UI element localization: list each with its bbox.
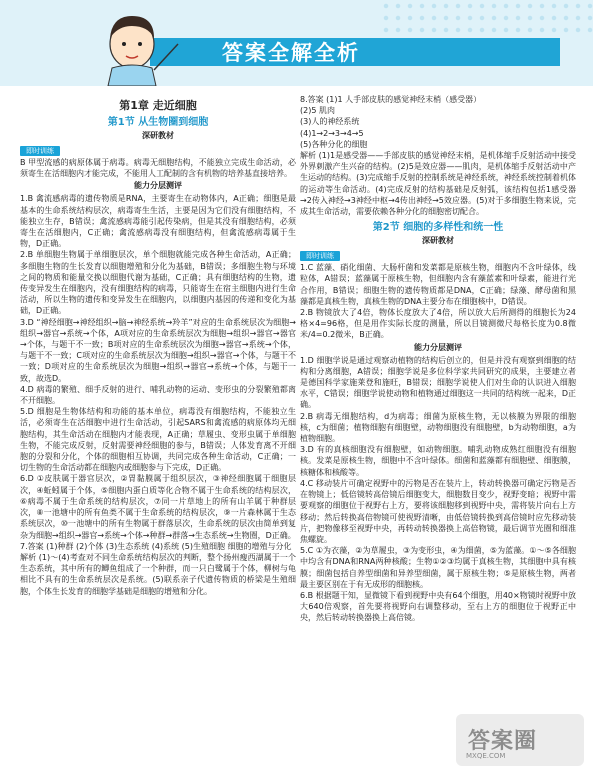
answer-paragraph: B 甲型流感的病原体属于病毒。病毒无细胞结构，不能独立完成生命活动，必须寄生在活细胞内才能完成，不能用人工配制的含有机物的培养基直接培养。 [20, 158, 296, 179]
watermark-url: MXQE.COM [466, 752, 506, 760]
section-title: 第1节 从生物圈到细胞 [107, 117, 209, 128]
answer-paragraph: 6.B 根据题干知，显微镜下看到视野中央有64个细胞，用40×物镜时视野中放大640倍观察，首先要将视野向右调整移动，至右上方的细胞位于视野正中央，然后转动转换器换上高倍镜。 [300, 590, 576, 623]
teacher-mascot-icon [82, 4, 182, 86]
practice-tag: 即时训练 [300, 251, 340, 261]
page-title: 答案全解全析 [222, 41, 360, 65]
section-heading: 能力分层测评 [414, 342, 462, 352]
section-title: 第2节 细胞的多样性和统一性 [372, 222, 504, 234]
answer-paragraph: 7.答案 (1)种群 (2)个体 (3)生态系统 (4)系统 (5)生殖细胞 细胞的增殖与分化 [20, 541, 292, 551]
practice-tag: 即时训练 [20, 146, 60, 156]
answer-paragraph: (2)5 肌肉 [300, 106, 335, 116]
answer-paragraph: 1.D 细胞学说是通过观察动植物的结构后创立的，但是并没有观察到细胞的结构和分离细胞，A错误；细胞学说是多位科学家共同研究的成果，主要建立者是德国科学家施莱登和施旺，B错误；细胞学说使人们对生命的认识进入细胞水平，C错误；细胞学说使动物和植物通过细胞这一共同的结构统一起来，D正确。 [300, 355, 576, 410]
answer-paragraph: 1.B 禽流感病毒的遗传物质是RNA，主要寄生在动物体内，A正确；细胞是最基本的生命系统结构层次，病毒寄生生活，主要是因为它们没有细胞结构，不能独立生存，B错误；禽流感病毒能引起传染病，但是其没有细胞结构，必须寄生在活细胞内，C正确；禽流感病毒没有细胞结构，但禽流感病毒属于生物，D正确。 [20, 194, 296, 249]
answer-paragraph: 6.D ①皮肤属于器官层次，②胃黏膜属于组织层次，③神经细胞属于细胞层次，④蚯蚓属于个体，⑤细胞内蛋白质等化合物不属于生命系统的结构层次，⑥病毒不属于生命系统的结构层次，⑦同一片草地上的所有山羊属于种群层次，⑧一池塘中的所有鱼类不属于生命系统的结构层次，⑨一片森林属于生态系统层次，⑩一池塘中的所有生物属于群落层次，生命系统的层次由简单到复杂为细胞→组织→器官→系统→个体→种群→群落→生态系统→生物圈，D正确。 [20, 474, 296, 540]
watermark-text: 答案圈 [468, 729, 538, 754]
explanation-paragraph: 解析 (1)～(4)考查对不同生命系统结构层次的判断，整个扬州瘦西湖属于一个生态系统，其中所有的鲫鱼组成了一个种群，而一只白鹭属于个体，柳树与龟相比不具有的生命系统层次是系统。(5)联系亲子代遗传物质的桥梁是生殖细胞，个体生长发育的细胞学基础是细胞的增殖和分化。 [20, 552, 296, 596]
answer-paragraph: (4)1→2→3→4→5 [300, 128, 364, 138]
section-subtitle: 深研教材 [422, 236, 454, 246]
right-column [300, 94, 576, 766]
answer-paragraph: 5.C ①为衣藻，②为草履虫，③为变形虫，④为细菌，⑤为蓝藻。①～⑤各细胞中均含有DNA和RNA两种核酸；生物①②③均属于真核生物，其细胞中具有核膜；细菌包括自养型细菌和异养型细菌，属于原核生物；⑤是原核生物，两者最主要区别在于有无成形的细胞核。 [300, 546, 576, 589]
answer-paragraph: 1.C 蓝藻、硝化细菌、大肠杆菌和发菜都是原核生物，细胞内不含叶绿体，线粒体，A错误；蓝藻属于原核生物，但细胞内含有藻蓝素和叶绿素，能进行光合作用，B错误；细胞生物的遗传物质都是DNA，C正确；绿藻、酵母菌和黑藻都是真核生物，真核生物的DNA主要分布在细胞核中，D错误。 [300, 263, 576, 306]
chapter-title: 第1章 走近细胞 [119, 99, 197, 112]
left-column [20, 94, 296, 766]
explanation-paragraph: 解析 (1)1是感受器——手部皮肤的感觉神经末梢，是机体缩手反射活动中接受外界刺激产生兴奋的结构。(2)5是效应器——肌肉，是机体缩手反射活动中产生运动的结构。(3)完成缩手反射的控制系统是神经系统，神经系统控制着机体的运动等生命活动。(4)完成反射的结构基础是反射弧，该结构包括1感受器→2传入神经→3神经中枢→4传出神经→5效应器。(5)对于多细胞生物来说，完成其生命活动，需要依赖各种分化的细胞密切配合。 [300, 151, 576, 217]
answer-paragraph: 4.D 病毒的繁殖、细手反射的进行、哺乳动物的运动、变形虫的分裂繁殖都离不开细胞。 [20, 384, 296, 406]
section-subtitle: 深研教材 [142, 131, 174, 140]
answer-paragraph: (3)人的神经系统 [300, 117, 360, 127]
answer-paragraph: 4.C 移动装片可确定视野中的污物是否在装片上，转动转换器可确定污物是否在物镜上；低倍镜转高倍镜后细胞变大，细胞数目变少，视野变暗；视野中需要观察的细胞位于视野右上方，要将该细胞移到视野中央，需将装片向右上方移动；然后转换高倍物镜可使视野清晰，由低倍镜转换到高倍镜时应先移动装片，把物像移至视野中央，再转动转换器换上高倍物镜，最后调节光圈和细准焦螺旋。 [300, 478, 576, 544]
answer-paragraph: 5.D 细胞是生物体结构和功能的基本单位，病毒没有细胞结构，不能独立生活，必须寄生在活细胞中进行生命活动，引起SARS和禽流感的病原体均无细胞结构，其生命活动在细胞内才能表现，A正确；草履虫、变形虫属于单细胞生物，不能完成反射，反射需要神经细胞的参与，B错误；人体发育离不开细胞的分裂和分化，个体的细胞相互协调，共同完成各种生命活动，C正确；一切生物的生命活动都在细胞内或细胞参与下完成，D正确。 [20, 407, 296, 473]
section-heading: 能力分层测评 [134, 181, 182, 191]
answer-paragraph: 2.B 病毒无细胞结构，d为病毒；细菌为原核生物，无以核膜为界限的细胞核，c为细菌；植物细胞有细胞壁，动物细胞没有细胞壁，b为动物细胞，a为植物细胞。 [300, 411, 576, 444]
answer-paragraph: 3.D “神经细胞→神经组织→脑→神经系统→羚羊”对应的生命系统层次为细胞→组织→器官→系统→个体，A项对应的生命系统层次为细胞→组织→器官→器官→个体，与题干不一致；B项对应的生命系统层次为细胞→器官→系统→个体，与题干不一致；C项对应的生命系统层次为细胞→组织→器官→个体，与题干不一致；D项对应的生命系统层次为细胞→组织→器官→系统→个体，与题干一致，故选D。 [20, 317, 296, 383]
banner-dot-pattern [380, 0, 593, 38]
answer-paragraph: 2.B 物镜放大了4倍，物体长度放大了4倍，所以放大后所测得的细胞长为24格×4=96格，但是用作实际长度的测量，所以目镜测微尺每格长度为0.8微米/4=0.2微米，B正确。 [300, 308, 576, 340]
answer-paragraph: 3.D 有的真核细胞没有细胞壁，如动物细胞。哺乳动物成熟红细胞没有细胞核。发菜是原核生物，细胞中不含叶绿体。细菌和蓝藻都有细胞壁、细胞膜，核糖体和核酸等。 [300, 445, 576, 477]
answer-paragraph: 8.答案 (1)1 人手部皮肤的感觉神经末梢（感受器） [300, 95, 482, 104]
answer-paragraph: (5)各种分化的细胞 [300, 139, 368, 149]
answer-paragraph: 2.B 单细胞生物属于单细胞层次，单个细胞就能完成各种生命活动，A正确；多细胞生物的生长发育以细胞增殖和分化为基础，B错误；多细胞生物与环境之间的物质和能量交换以细胞代谢为基础，C正确；具有细胞结构的生物，遗传变异发生在细胞内，没有细胞结构的病毒，只能寄生在宿主细胞内进行生命活动，所以生物的遗传和变异发生在细胞内，以细胞内基因的传递和变化为基础，D正确。 [20, 250, 296, 316]
